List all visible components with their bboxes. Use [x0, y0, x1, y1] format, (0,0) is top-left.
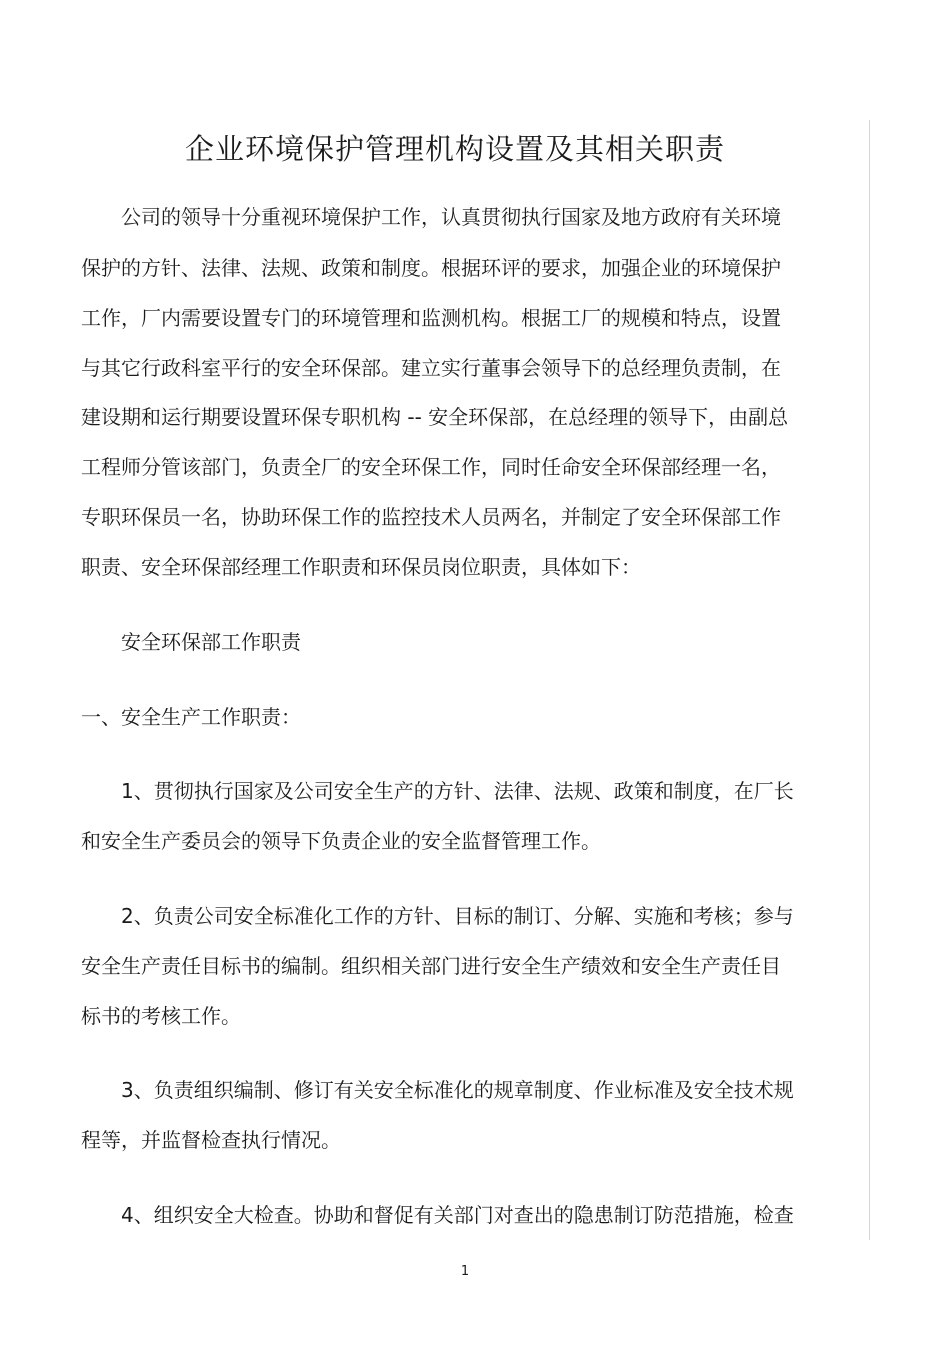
section-heading: 安全环保部工作职责	[121, 630, 301, 654]
intro-line: 工作，厂内需要设置专门的环境管理和监测机构。根据工厂的规模和特点，设置	[81, 306, 781, 330]
item-2-line: 2、负责公司安全标准化工作的方针、目标的制订、分解、实施和考核；参与	[121, 904, 794, 928]
item-3-line: 程等，并监督检查执行情况。	[81, 1128, 341, 1152]
intro-line: 职责、安全环保部经理工作职责和环保员岗位职责，具体如下：	[81, 555, 641, 579]
intro-line: 建设期和运行期要设置环保专职机构 -- 安全环保部，在总经理的领导下，由副总	[81, 405, 789, 429]
item-1-line: 和安全生产委员会的领导下负责企业的安全监督管理工作。	[81, 829, 601, 853]
item-3-line: 3、负责组织编制、修订有关安全标准化的规章制度、作业标准及安全技术规	[121, 1078, 794, 1102]
page-edge-rule	[869, 120, 870, 1240]
page-number: 1	[460, 1264, 470, 1279]
item-4-line: 4、组织安全大检查。协助和督促有关部门对查出的隐患制订防范措施，检查	[121, 1203, 794, 1227]
item-2-line: 标书的考核工作。	[81, 1004, 241, 1028]
document-title: 企业环境保护管理机构设置及其相关职责	[184, 132, 725, 166]
item-2-line: 安全生产责任目标书的编制。组织相关部门进行安全生产绩效和安全生产责任目	[81, 954, 781, 978]
subsection-heading: 一、安全生产工作职责：	[81, 705, 301, 729]
intro-line: 公司的领导十分重视环境保护工作，认真贯彻执行国家及地方政府有关环境	[121, 205, 781, 229]
intro-line: 保护的方针、法律、法规、政策和制度。根据环评的要求，加强企业的环境保护	[81, 256, 781, 280]
intro-line: 与其它行政科室平行的安全环保部。建立实行董事会领导下的总经理负责制，在	[81, 356, 781, 380]
intro-line: 工程师分管该部门，负责全厂的安全环保工作，同时任命安全环保部经理一名，	[81, 455, 781, 479]
intro-line: 专职环保员一名，协助环保工作的监控技术人员两名，并制定了安全环保部工作	[81, 505, 781, 529]
item-1-line: 1、贯彻执行国家及公司安全生产的方针、法律、法规、政策和制度，在厂长	[121, 779, 794, 803]
